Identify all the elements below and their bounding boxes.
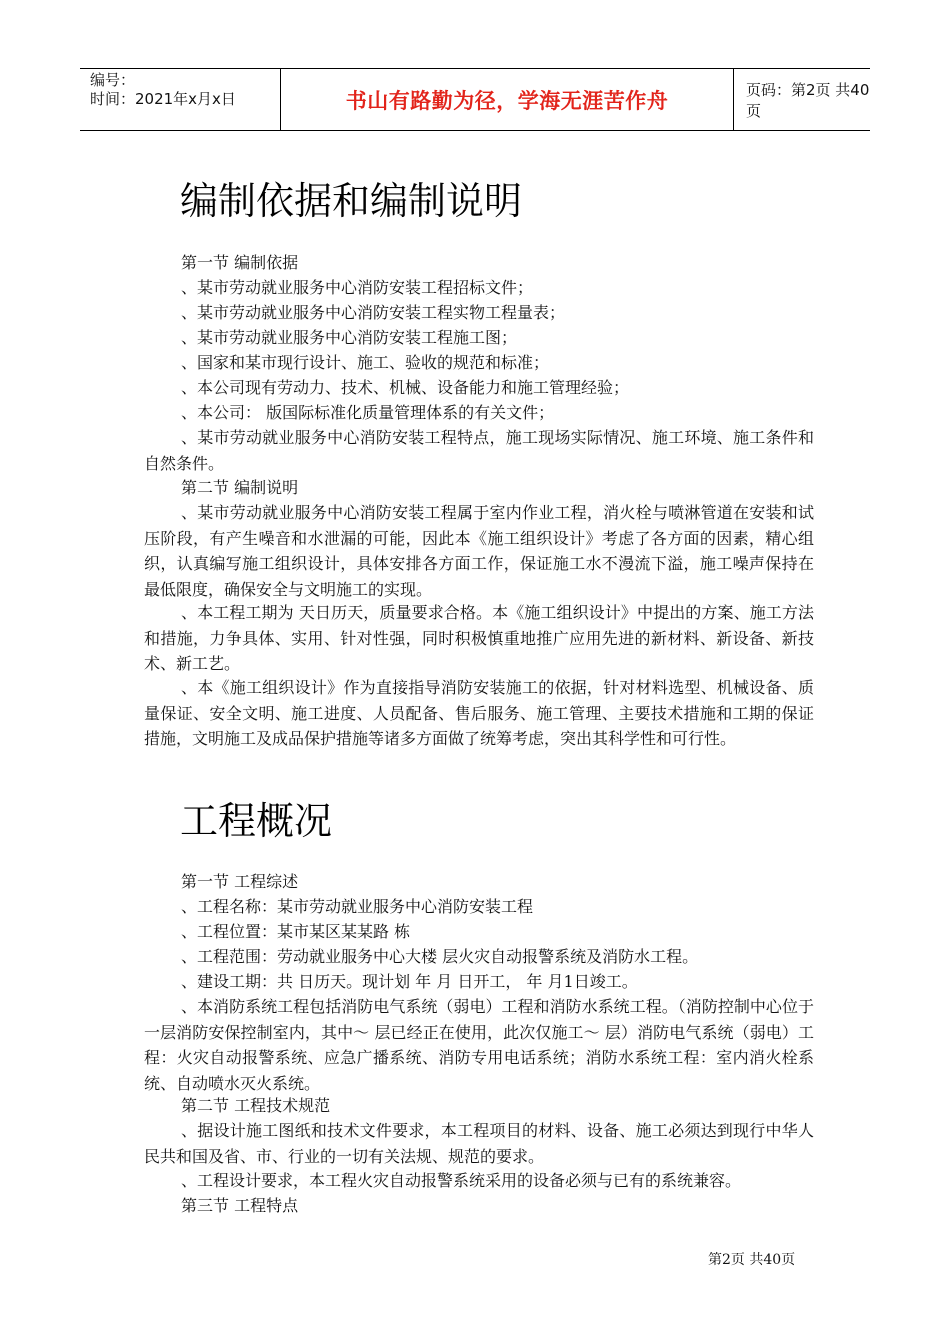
section-title-overview: 工程概况 — [180, 799, 333, 843]
list-item: 、工程范围：劳动就业服务中心大楼 层火灾自动报警系统及消防水工程。 — [181, 947, 699, 966]
list-item: 、某市劳动就业服务中心消防安装工程实物工程量表； — [181, 303, 566, 322]
body-paragraph: 、据设计施工图纸和技术文件要求，本工程项目的材料、设备、施工必须达到现行中华人民共和国及省、市、行业的一切有关法规、规范的要求。 — [144, 1121, 814, 1166]
section-title-basis: 编制依据和编制说明 — [180, 179, 523, 223]
list-item: 、国家和某市现行设计、施工、验收的规范和标准； — [181, 353, 550, 372]
list-item: 、本公司现有劳动力、技术、机械、设备能力和施工管理经验； — [181, 378, 630, 397]
body-paragraph: 、某市劳动就业服务中心消防安装工程属于室内作业工程，消火栓与喷淋管道在安装和试压阶段，有产生噪音和水泄漏的可能，因此本《施工组织设计》考虑了各方面的因素，精心组织，认真编写施工组织设计，具体安排各方面工作，保证施工水不漫流下溢，施工噪声保持在最低限度，确保安全与文明施工的实现。 — [144, 503, 814, 599]
body-paragraph: 、本《施工组织设计》作为直接指导消防安装施工的依据，针对材料选型、机械设备、质量保证、安全文明、施工进度、人员配备、售后服务、施工管理、主要技术措施和工期的保证措施，文明施工及成品保护措施等诸多方面做了统筹考虑，突出其科学性和可行性。 — [144, 678, 814, 748]
section-heading: 第二节 编制说明 — [181, 478, 299, 497]
header-motto-cell — [281, 69, 734, 130]
section-heading: 第一节 工程综述 — [181, 872, 299, 891]
section-heading: 第一节 编制依据 — [181, 253, 299, 272]
list-item: 、某市劳动就业服务中心消防安装工程施工图； — [181, 328, 518, 347]
list-item: 、某市劳动就业服务中心消防安装工程特点，施工现场实际情况、施工环境、施工条件和自然条件。 — [144, 428, 814, 473]
body-paragraph: 、本工程工期为 天日历天，质量要求合格。本《施工组织设计》中提出的方案、施工方法和措施，力争具体、实用、针对性强，同时积极慎重地推广应用先进的新材料、新设备、新技术、新工艺。 — [144, 603, 814, 673]
header-motto: 书山有路勤为径，学海无涯苦作舟 — [345, 88, 669, 113]
section-heading: 第二节 工程技术规范 — [181, 1096, 331, 1115]
list-item: 、建设工期：共 日历天。现计划 年 月 日开工， 年 月1日竣工。 — [181, 972, 638, 991]
list-item: 、某市劳动就业服务中心消防安装工程招标文件； — [181, 278, 534, 297]
list-item: 、工程位置：某市某区某某路 栋 — [181, 922, 411, 941]
list-item: 、工程名称：某市劳动就业服务中心消防安装工程 — [181, 897, 534, 916]
document-date: 时间：2021年x月x日 — [90, 90, 236, 108]
section-heading: 第三节 工程特点 — [181, 1196, 299, 1215]
document-header — [80, 68, 870, 131]
page-footer: 第2页 共40页 — [708, 1252, 796, 1268]
header-page-info: 页码：第2页 共40页 — [746, 80, 870, 120]
document-number-label: 编号： — [90, 71, 136, 89]
list-item: 、工程设计要求，本工程火灾自动报警系统采用的设备必须与已有的系统兼容。 — [181, 1171, 742, 1190]
list-item: 、本公司： 版国际标准化质量管理体系的有关文件； — [181, 403, 555, 422]
body-paragraph: 、本消防系统工程包括消防电气系统（弱电）工程和消防水系统工程。（消防控制中心位于一层消防安保控制室内，其中～ 层已经正在使用，此次仅施工～ 层）消防电气系统（弱电）工程：火灾自动报警系统、应急广播系统、消防专用电话系统；消防水系统工程：室内消火栓系统、自动喷水灭火系统。 — [144, 997, 814, 1093]
header-meta — [80, 69, 281, 130]
